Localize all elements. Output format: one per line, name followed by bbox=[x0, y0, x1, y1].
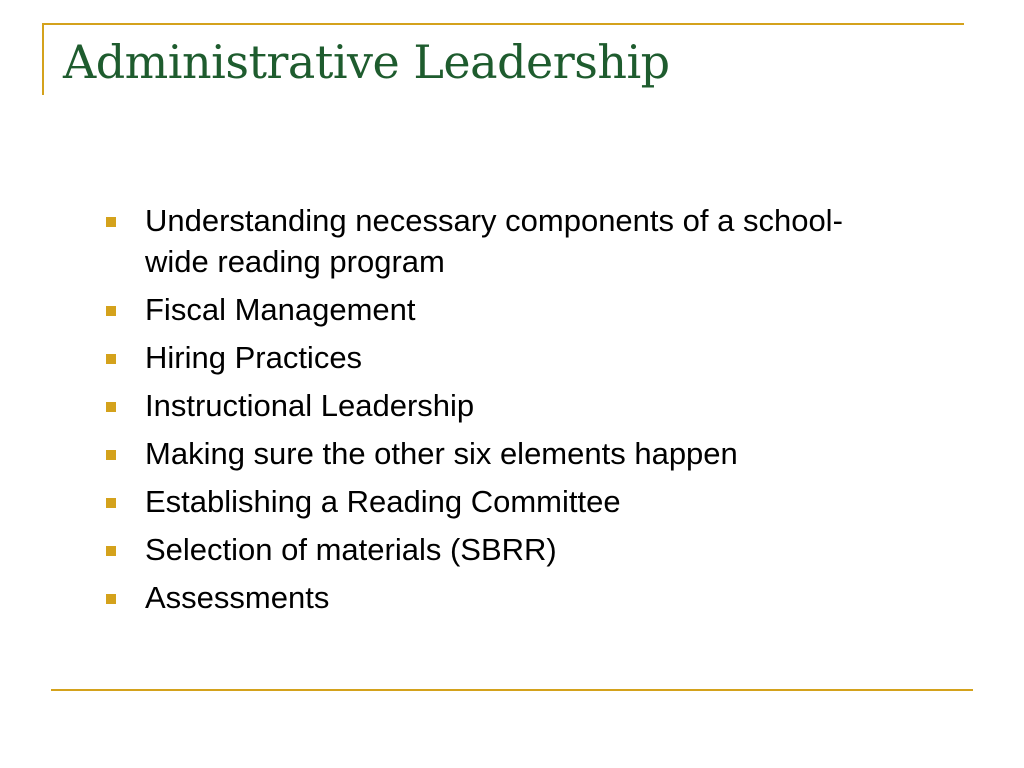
bullet-text: Understanding necessary components of a school-wide reading program bbox=[145, 203, 843, 279]
slide-title: Administrative Leadership bbox=[63, 35, 670, 89]
bullet-list bbox=[106, 200, 886, 625]
bullet-text: Hiring Practices bbox=[145, 340, 363, 375]
bullet-text: Making sure the other six elements happen bbox=[145, 436, 738, 471]
bullet-item bbox=[106, 200, 886, 282]
square-bullet-icon bbox=[106, 402, 116, 412]
square-bullet-icon bbox=[106, 354, 116, 364]
square-bullet-icon bbox=[106, 594, 116, 604]
bullet-item bbox=[106, 433, 886, 474]
bullet-item bbox=[106, 529, 886, 570]
square-bullet-icon bbox=[106, 306, 116, 316]
bullet-text: Fiscal Management bbox=[145, 292, 416, 327]
bullet-item bbox=[106, 337, 886, 378]
bullet-text: Assessments bbox=[145, 580, 330, 615]
bullet-item bbox=[106, 289, 886, 330]
bullet-item bbox=[106, 481, 886, 522]
bullet-item bbox=[106, 577, 886, 618]
top-frame-line bbox=[42, 23, 964, 25]
bullet-item bbox=[106, 385, 886, 426]
square-bullet-icon bbox=[106, 546, 116, 556]
bullet-text: Establishing a Reading Committee bbox=[145, 484, 621, 519]
bottom-rule-line bbox=[51, 689, 973, 691]
bullet-text: Selection of materials (SBRR) bbox=[145, 532, 557, 567]
square-bullet-icon bbox=[106, 450, 116, 460]
square-bullet-icon bbox=[106, 498, 116, 508]
bullet-text: Instructional Leadership bbox=[145, 388, 475, 423]
left-frame-line bbox=[42, 23, 44, 95]
square-bullet-icon bbox=[106, 217, 116, 227]
